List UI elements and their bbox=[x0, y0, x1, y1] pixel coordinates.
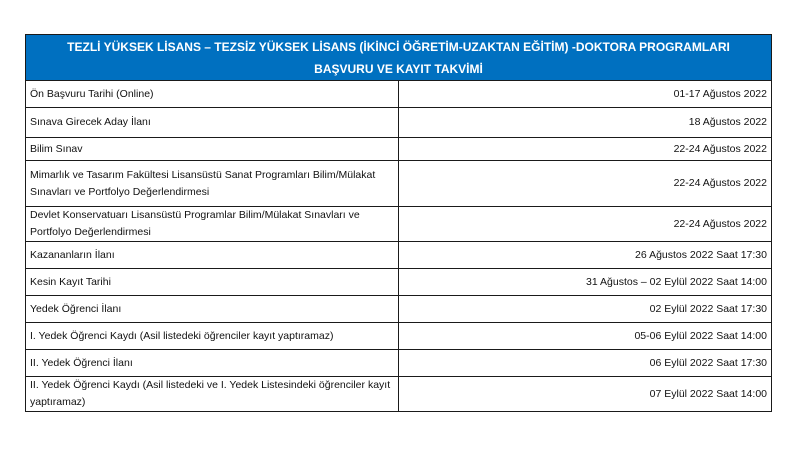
row-label: II. Yedek Öğrenci İlanı bbox=[26, 350, 399, 377]
row-label: Kesin Kayıt Tarihi bbox=[26, 269, 399, 296]
table-row bbox=[26, 323, 772, 350]
row-date: 02 Eylül 2022 Saat 17:30 bbox=[399, 296, 772, 323]
row-label: Ön Başvuru Tarihi (Online) bbox=[26, 81, 399, 108]
row-date: 07 Eylül 2022 Saat 14:00 bbox=[399, 377, 772, 412]
row-date: 18 Ağustos 2022 bbox=[399, 108, 772, 138]
table-row bbox=[26, 350, 772, 377]
schedule-table bbox=[25, 34, 772, 412]
table-row bbox=[26, 138, 772, 161]
table-row bbox=[26, 207, 772, 242]
row-label: I. Yedek Öğrenci Kaydı (Asil listedeki öğrenciler kayıt yaptıramaz) bbox=[26, 323, 399, 350]
table-row bbox=[26, 296, 772, 323]
calendar-sheet bbox=[25, 34, 772, 412]
row-date: 22-24 Ağustos 2022 bbox=[399, 138, 772, 161]
row-date: 31 Ağustos – 02 Eylül 2022 Saat 14:00 bbox=[399, 269, 772, 296]
row-label: Bilim Sınav bbox=[26, 138, 399, 161]
row-date: 22-24 Ağustos 2022 bbox=[399, 207, 772, 242]
table-row bbox=[26, 108, 772, 138]
row-label: Kazananların İlanı bbox=[26, 242, 399, 269]
table-row bbox=[26, 377, 772, 412]
row-label: Yedek Öğrenci İlanı bbox=[26, 296, 399, 323]
table-row bbox=[26, 161, 772, 207]
table-row bbox=[26, 242, 772, 269]
row-date: 22-24 Ağustos 2022 bbox=[399, 161, 772, 207]
row-date: 01-17 Ağustos 2022 bbox=[399, 81, 772, 108]
table-row bbox=[26, 81, 772, 108]
header-title: TEZLİ YÜKSEK LİSANS – TEZSİZ YÜKSEK LİSANS (İKİNCİ ÖĞRETİM-UZAKTAN EĞİTİM) -DOKTORA PROGRAMLARI bbox=[67, 39, 730, 54]
row-date: 06 Eylül 2022 Saat 17:30 bbox=[399, 350, 772, 377]
row-date: 05-06 Eylül 2022 Saat 14:00 bbox=[399, 323, 772, 350]
header-subtitle: BAŞVURU VE KAYIT TAKVİMİ bbox=[314, 61, 483, 76]
row-label: II. Yedek Öğrenci Kaydı (Asil listedeki ve I. Yedek Listesindeki öğrenciler kayıt yaptıramaz) bbox=[26, 377, 399, 412]
row-label: Devlet Konservatuarı Lisansüstü Programlar Bilim/Mülakat Sınavları ve Portfolyo Değerlendirmesi bbox=[26, 207, 399, 242]
row-label: Mimarlık ve Tasarım Fakültesi Lisansüstü Sanat Programları Bilim/Mülakat Sınavları ve Portfolyo Değerlendirmesi bbox=[26, 161, 399, 207]
row-label: Sınava Girecek Aday İlanı bbox=[26, 108, 399, 138]
table-header bbox=[26, 35, 772, 81]
table-row bbox=[26, 269, 772, 296]
row-date: 26 Ağustos 2022 Saat 17:30 bbox=[399, 242, 772, 269]
